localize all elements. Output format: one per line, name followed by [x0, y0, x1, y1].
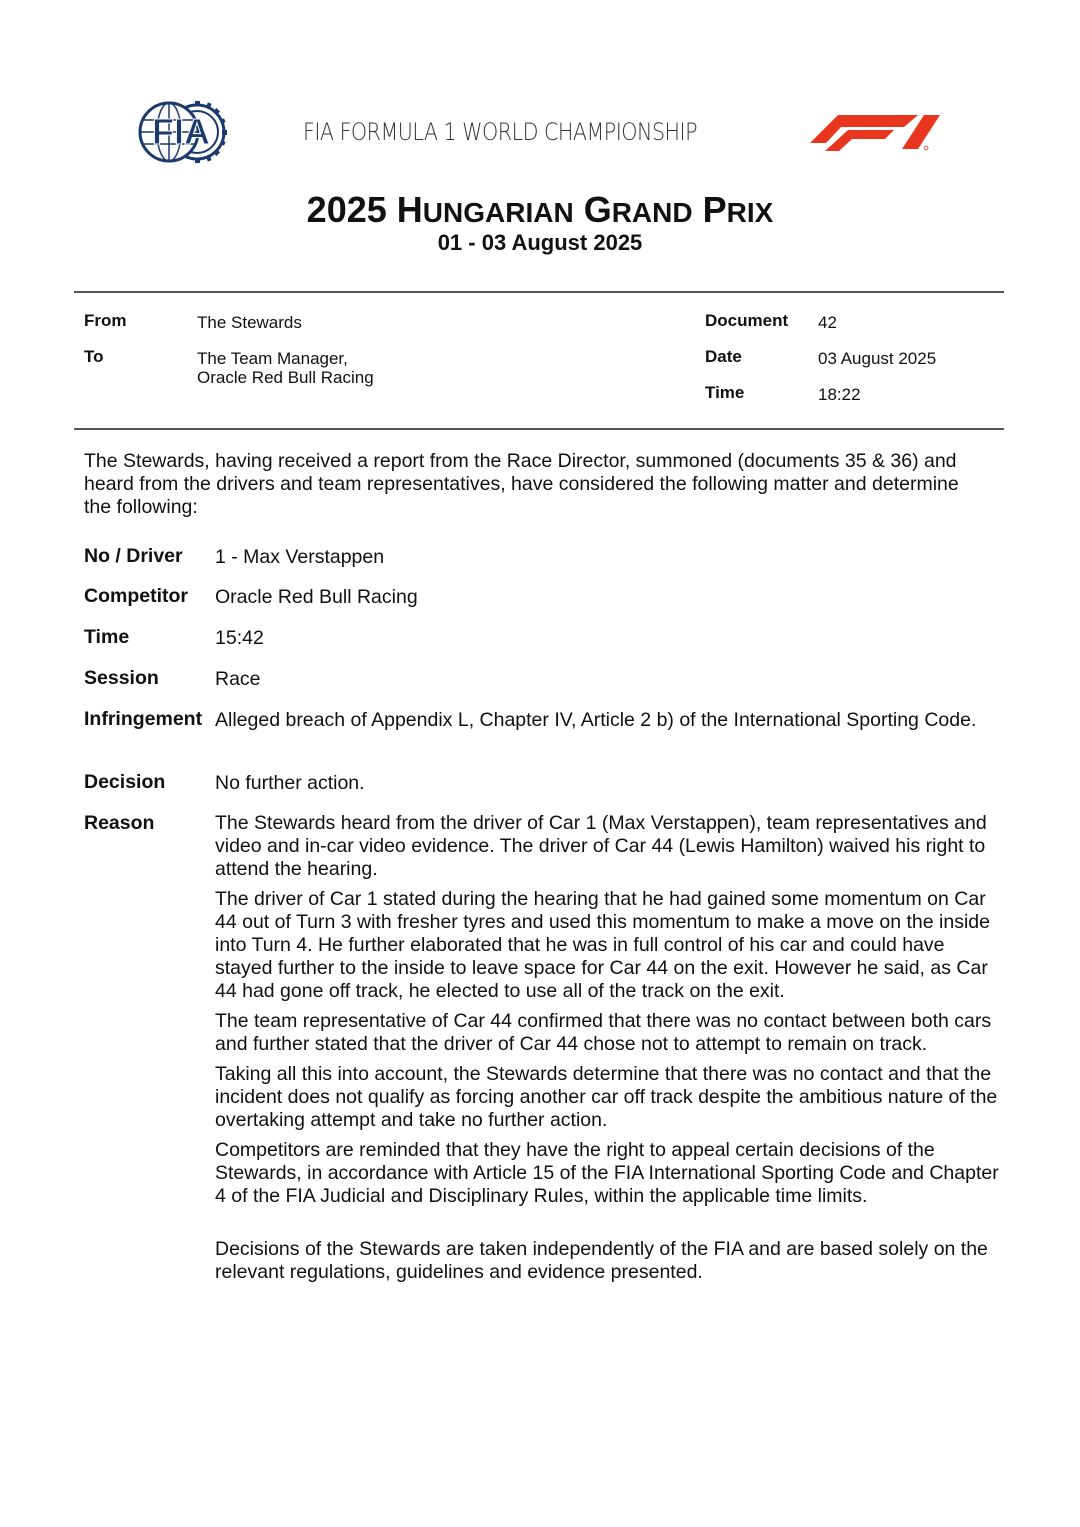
event-dates: 01 - 03 August 2025 [437, 230, 643, 255]
decision-label: Decision [84, 771, 166, 793]
driver-label: No / Driver [84, 545, 183, 567]
divider-top [74, 291, 1004, 293]
session-label: Session [84, 667, 159, 689]
to-label: To [84, 347, 104, 366]
infringement-value: Alleged breach of Appendix L, Chapter IV, Article 2 b) of the International Sporting Code. [215, 709, 977, 731]
incident-time-value: 15:42 [215, 627, 264, 649]
fia-logo-icon [137, 100, 229, 164]
date-value: 03 August 2025 [818, 349, 937, 368]
appeal-notice: Competitors are reminded that they have the right to appeal certain decisions of the Stewards, in accordance with Article 15 of the FIA International Sporting Code and Chapter 4 of the FIA Judicial and Disciplinary Rules, within the applicable time limits. [215, 1139, 999, 1207]
intro-paragraph: The Stewards, having received a report from the Race Director, summoned (documents 35 & 36) and heard from the drivers and team representatives, have considered the following matter and determine the following: [84, 450, 959, 518]
reason-paragraph: Taking all this into account, the Stewards determine that there was no contact and that the incident does not qualify as forcing another car off track despite the ambitious nature of the overtaking attempt and take no further action. [215, 1063, 998, 1131]
incident-time-label: Time [84, 626, 130, 648]
reason-label: Reason [84, 812, 155, 834]
document-label: Document [705, 311, 789, 330]
reason-paragraph: The Stewards heard from the driver of Car 1 (Max Verstappen), team representatives and video and in-car video evidence. The driver of Car 44 (Lewis Hamilton) waived his right to attend the hearing. [215, 812, 987, 880]
competitor-value: Oracle Red Bull Racing [215, 586, 418, 608]
date-label: Date [705, 347, 742, 366]
infringement-label: Infringement [84, 708, 203, 730]
reason-paragraph: The team representative of Car 44 confirmed that there was no contact between both cars and further stated that the driver of Car 44 chose not to attempt to remain on track. [215, 1010, 992, 1055]
time-label: Time [705, 383, 745, 402]
divider-bottom [74, 428, 1004, 430]
to-value-line2: Oracle Red Bull Racing [197, 368, 374, 387]
title-word-3: PRIX [702, 189, 774, 230]
to-value-line1: The Team Manager, [197, 349, 348, 368]
document-number: 42 [818, 313, 837, 332]
independence-disclaimer: Decisions of the Stewards are taken independently of the FIA and are based solely on the relevant regulations, guidelines and evidence presented. [215, 1238, 988, 1283]
session-value: Race [215, 668, 261, 690]
reason-text [215, 812, 1000, 1291]
title-word-1: HUNGARIAN [396, 189, 574, 230]
reason-paragraph: The driver of Car 1 stated during the hearing that he had gained some momentum on Car 44 out of Turn 3 with fresher tyres and used this momentum to make a move on the inside into Turn 4. He further elaborated that he was in full control of his car and could have stayed further to the inside to leave space for Car 44 on the exit. However he said, as Car 44 had gone off track, he elected to use all of the track on the exit. [215, 888, 990, 1002]
from-label: From [84, 311, 127, 330]
time-value: 18:22 [818, 385, 861, 404]
decision-value: No further action. [215, 772, 365, 794]
driver-value: 1 - Max Verstappen [215, 546, 385, 568]
competitor-label: Competitor [84, 585, 188, 607]
f1-logo-icon [808, 113, 942, 153]
svg-text:FIA: FIA [152, 111, 210, 152]
event-year: 2025 [306, 189, 387, 230]
title-word-2: GRAND [583, 189, 693, 230]
event-title [0, 190, 1080, 233]
from-value: The Stewards [197, 313, 302, 332]
championship-title: FIA FORMULA 1 WORLD CHAMPIONSHIP [303, 118, 698, 146]
